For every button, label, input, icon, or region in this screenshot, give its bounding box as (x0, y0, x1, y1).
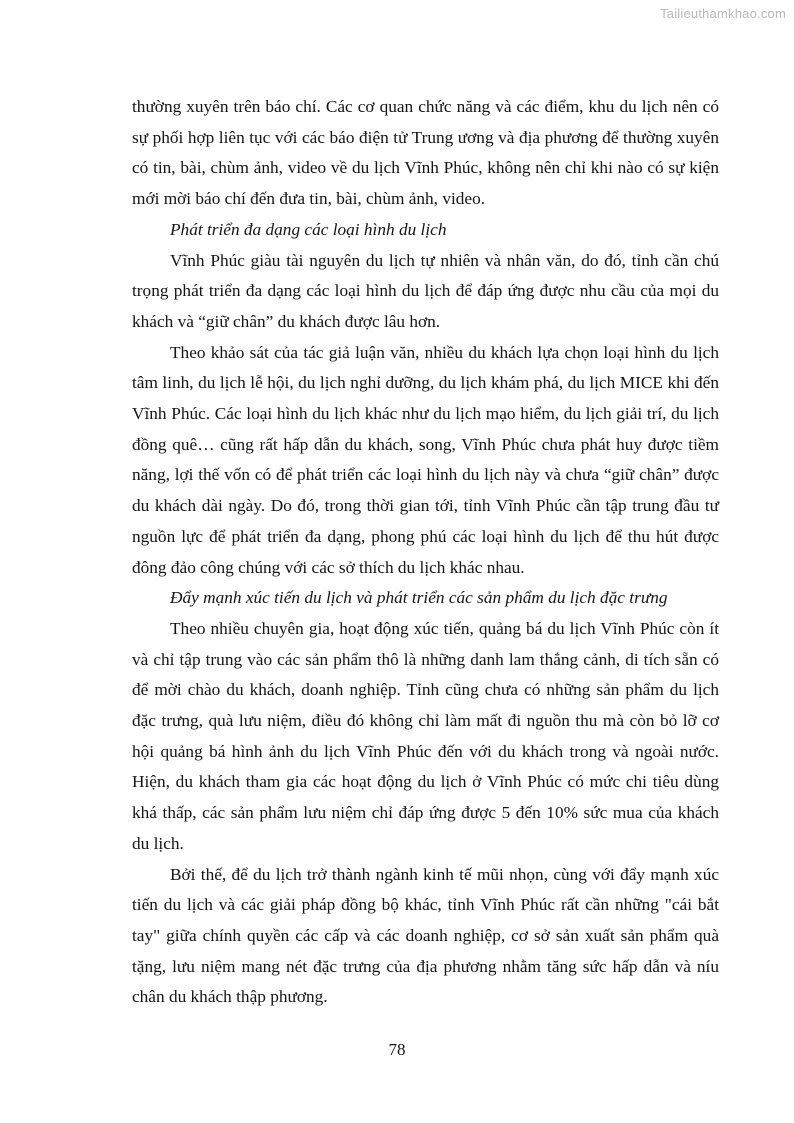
paragraph: Theo khảo sát của tác giả luận văn, nhiều du khách lựa chọn loại hình du lịch tâm linh, du lịch lễ hội, du lịch nghỉ dưỡng, du lịch khám phá, du lịch MICE khi đến Vĩnh Phúc. Các loại hình du lịch khác như du lịch mạo hiểm, du lịch giải trí, du lịch đồng quê… cũng rất hấp dẫn du khách, song, Vĩnh Phúc chưa phát huy được tiềm năng, lợi thế vốn có để phát triển các loại hình du lịch này và chưa “giữ chân” được du khách dài ngày. Do đó, trong thời gian tới, tỉnh Vĩnh Phúc cần tập trung đầu tư nguồn lực để phát triển đa dạng, phong phú các loại hình du lịch để thu hút được đông đảo công chúng với các sở thích du lịch khác nhau. (132, 342, 719, 577)
section-heading-tourism-types: Phát triển đa dạng các loại hình du lịch (170, 219, 447, 239)
paragraph: Theo nhiều chuyên gia, hoạt động xúc tiến, quảng bá du lịch Vĩnh Phúc còn ít và chỉ tập trung vào các sản phẩm thô là những danh lam thắng cảnh, di tích sẵn có để mời chào du khách, doanh nghiệp. Tỉnh cũng chưa có những sản phẩm du lịch đặc trưng, quà lưu niệm, điều đó không chỉ làm mất đi nguồn thu mà còn bỏ lỡ cơ hội quảng bá hình ảnh du lịch Vĩnh Phúc đến với du khách trong và ngoài nước. Hiện, du khách tham gia các hoạt động du lịch ở Vĩnh Phúc có mức chi tiêu dùng khá thấp, các sản phẩm lưu niệm chỉ đáp ứng được 5 đến 10% sức mua của khách du lịch. (132, 618, 719, 853)
page-number: 78 (388, 1040, 406, 1059)
paragraph-continuation: thường xuyên trên báo chí. Các cơ quan chức năng và các điểm, khu du lịch nên có sự phối hợp liên tục với các báo điện tử Trung ương và địa phương để thường xuyên có tin, bài, chùm ảnh, video về du lịch Vĩnh Phúc, không nên chỉ khi nào có sự kiện mới mời báo chí đến đưa tin, bài, chùm ảnh, video. (132, 97, 719, 209)
section-heading-promotion: Đẩy mạnh xúc tiến du lịch và phát triển các sản phẩm du lịch đặc trưng (170, 588, 668, 608)
paragraph: Vĩnh Phúc giàu tài nguyên du lịch tự nhiên và nhân văn, do đó, tỉnh cần chú trọng phát triển đa dạng các loại hình du lịch để đáp ứng được nhu cầu của mọi du khách và “giữ chân” du khách được lâu hơn. (132, 250, 719, 331)
paragraph: Bởi thế, để du lịch trở thành ngành kinh tế mũi nhọn, cùng với đẩy mạnh xúc tiến du lịch và các giải pháp đồng bộ khác, tỉnh Vĩnh Phúc rất cần những "cái bắt tay" giữa chính quyền các cấp và các doanh nghiệp, cơ sở sản xuất sản phẩm quà tặng, lưu niệm mang nét đặc trưng của địa phương nhằm tăng sức hấp dẫn và níu chân du khách thập phương. (132, 864, 719, 1007)
document-body (132, 92, 719, 1013)
watermark: Tailieuthamkhao.com (660, 6, 786, 21)
